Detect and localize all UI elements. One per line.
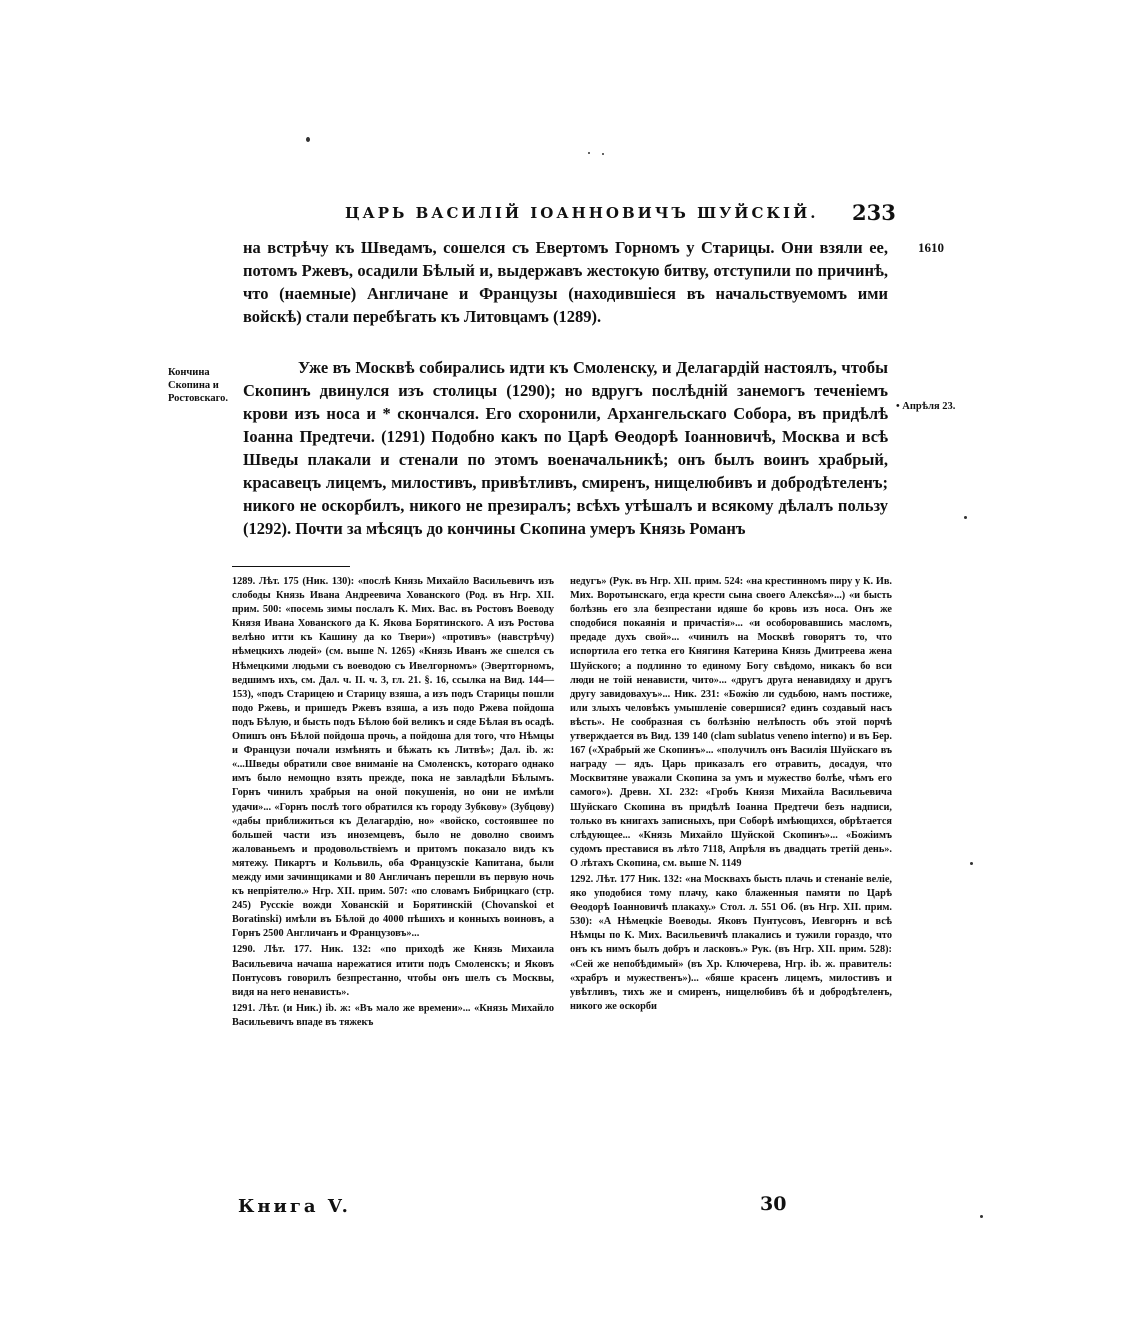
- footnote: [232, 575, 554, 941]
- footnote: [232, 1002, 554, 1030]
- page-number: 233: [852, 200, 896, 225]
- footnote-text: Лѣт. 175 (Ник. 130): «послѣ Князь Михайло Васильевичъ изъ слободы Князь Ивана Андреевича Хованского (Род. въ Нгр. XII. прим. 500: «посемь зимы послалъ К. Мих. Вас. въ Ростовъ Воеводу Князя Ивана Хованского да К. Якова Борятинского. А изъ Ростова велѣно итти къ Кашину да ко Твери») «противъ» (навстрѣчу) нѣмецкихъ людей» (см. выше N. 1265) «Князь Иванъ же сшелся съ Нѣмецкими людьми съ воеводою съ Ивелгорномъ» (Эвертгорномъ, ведшимъ ихъ, см. Дал. ч. II. ч. 3, гл. 21. §. 16, ссылка на Вид. 144—153), «подъ Старицею и Старицу взяша, а изъ подъ Старицы пошли подо Ржевь, и пришедъ Ржевъ взяша, а изъ подо Ржева пойдоша подъ Бѣлую, и бысть подъ Бѣлою бой великъ и сядe Бѣлая въ осадѣ. Опишъ онъ Бѣлой пойдоша прочь, а пойдоша для того, что Нѣмцы и Французи почали измѣнять и бѣжать къ Литвѣ»; Дал. ib. ж: «...Шведы обратили свое вниманіе на Смоленскъ, котораго однако имъ было немощно взять прежде, пока не завладѣли Бѣлымъ. Горнъ чинилъ храбрыя на оной покушенія, но они не имѣли удачи»... «Горнъ послѣ того обратился къ городу Зубкову» (Зубцову) «дабы приближиться къ Делагардію, но» «войско, состоявшее по большей части изъ иноземцевъ, было не доволно своимъ жалованьемъ и продовольствіемъ и притомъ показало видъ къ мятежу. Пикартъ и Кольвиль, оба Французскіе Капитана, были между ими зачинщиками и 80 Англичанъ перешли въ первую ночь къ непріятелю.» Нгр. XII. прим. 507: «по словамъ Бибрицкаго (стр. 245) Русскіе вожди Хованскій и Борятинскій (Chovanskoi et Boratinski) имѣли въ Бѣлой до 4000 пѣшихъ и конныхъ воиновъ, а Горнъ 2500 Англичанъ и Французовъ»...: [232, 576, 555, 940]
- margin-note-year: 1610: [918, 240, 944, 255]
- print-speck: [980, 1215, 983, 1218]
- body-paragraph-1: на встрѣчу къ Шведамъ, сошелся съ Евертомъ Горномъ у Старицы. Они взяли ее, потомъ Ржевъ, осадили Бѣлый и, выдержавъ жестокую битву, отступили по причинѣ, что (наемные) Англичане и Французы (находившіеся въ начальствуемомъ ими войскѣ) стали перебѣгать къ Литовцамъ (1289).: [243, 238, 888, 326]
- footnotes-left-column: [232, 575, 554, 1032]
- footnote-text: недугъ» (Рук. въ Нгр. XII. прим. 524: «на крестинномъ пиру у К. Ив. Мих. Воротынскаго, егда крести сына своего Алексѣя»...) «и бысть болѣзнь его зла безпрестани идяше бо кровь изъ носа. Онъ же сподобися покаянія и причастія»... «и особоровавшись масломъ, предаде духъ свой»... «чинилъ на Москвѣ говорятъ то, что испортила его тетка его Княгиня Катерина Князь Дмитреева жена Шуйского; а подлинно то единому Богу свѣдомо, никакъ бо вси люди не тоій ненависти, чито»... «другъ друга ненавидяху и другъ другу завидовахуъ»... Ник. 231: «Божію ли судьбою, намъ постиже, или злыхъ человѣкъ умышленіе совершися? единъ создавый насъ вѣсть». Не сообразная съ болѣзнію нелѣпость объ этой порчѣ утверждается въ Вид. 139 140 (clam sublatus veneno interno) и въ Бер. 167 («Храбрый же Скопинъ»... «получилъ онъ Василія Шуйскаго въ награду — ядъ. Царь приказалъ его отравить, досадуя, что Москвитяне уважали Скопина за умъ и мужество болѣе, чѣмъ его самого»). Древн. XI. 232: «Гробъ Князя Михайла Васильевича Шуйскаго Скопина въ придѣлѣ Іоанна Предтечи безъ надписи, только въ книгахъ записныхъ, при Соборѣ имѣющихся, обрѣтается слѣдующее... «Князь Михайло Шуйской Скопинъ»... «Божіимъ судомъ преставися въ лѣто 7118, Апрѣля въ двадцать третій день». О лѣтахъ Скопина, см. выше N. 1149: [570, 576, 892, 869]
- footnote: [570, 873, 892, 1014]
- footnote-number: 1290.: [232, 944, 256, 956]
- footnotes-right-column: [570, 575, 892, 1016]
- footnote-number: 1291.: [232, 1002, 256, 1014]
- footer-signature: 30: [760, 1193, 787, 1215]
- body-paragraph-2: Уже въ Москвѣ собирались идти къ Смоленску, и Делагардій настоялъ, чтобы Скопинъ двинулся изъ столицы (1290); но вдругъ послѣдній занемогъ теченіемъ крови изъ носа и * скончался. Его схоронили, Архангельскаго Собора, въ придѣлѣ Іоанна Предтечи. (1291) Подобно какъ по Царѣ Ѳеодорѣ Іоанновичѣ, Москва и всѣ Шведы плакали и стенали по этомъ военачальникѣ; онъ былъ воинъ храбрый, красавецъ лицемъ, милостивъ, привѣтливъ, смиренъ, нищелюбивъ и добродѣтеленъ; никого не оскорбилъ, никого не презиралъ; всѣхъ утѣшалъ и всякому дѣлалъ пользу (1292). Почти за мѣсяцъ до кончины Скопина умеръ Князь Романъ: [243, 358, 888, 538]
- print-speck: [602, 153, 604, 155]
- footnote-text: Лѣт. (и Ник.) ib. ж: «Въ мало же времени»... «Князь Михайло Васильевичъ впаде въ тяжекъ: [232, 1002, 555, 1028]
- margin-note-april: • Апрѣля 23.: [896, 401, 956, 412]
- footnote: [232, 943, 554, 999]
- footnote-number: 1289.: [232, 576, 256, 587]
- footer-book-label: Книга V.: [238, 1196, 351, 1217]
- running-title: ЦАРЬ ВАСИЛІЙ ІОАННОВИЧЪ ШУЙСКІЙ.: [345, 204, 819, 222]
- print-speck: [306, 137, 310, 142]
- margin-note-death: Кончина Скопина и Ростовскаго.: [168, 367, 229, 404]
- print-speck: [970, 862, 973, 865]
- footnote: [570, 575, 892, 871]
- footnote-rule: [232, 566, 350, 567]
- footnote-text: Лѣт. 177. Ник. 132: «по приходѣ же Князь Михаила Васильевича начаша нарежатися итити подъ Смоленскъ; и Яковъ Понтусовъ говорилъ безпрестанно, чтобы онъ шелъ съ Москвы, видя на него ненависть».: [232, 944, 554, 998]
- print-speck: [964, 516, 967, 519]
- print-speck: [588, 152, 590, 154]
- footnote-number: 1292.: [570, 873, 594, 885]
- footnote-text: Лѣт. 177 Ник. 132: «на Москвахъ бысть плачь и стенаніе веліе, яко уподобися тому плачу, како блаженныя памяти по Царѣ Ѳеодорѣ Іоанновичѣ плакаху.» Стол. л. 551 Об. (въ Нгр. XII. прим. 530): «А Нѣмецкіе Воеводы. Яковъ Пунтусовъ, Иевгорнъ и всѣ Нѣмцы по К. Мих. Васильевичѣ плакались и тужили гораздо, что онъ къ нимъ былъ добръ и ласковъ.» Рук. (въ Нгр. XII. прим. 528): «Сей же непобѣдимый» (въ Хр. Ключерева, Нгр. ib. ж. правитель: «храбръ и мужественъ»)... «бяше красенъ лицемъ, милостивъ и увѣтливъ, тихъ же и смиренъ, нищелюбивъ бѣ и добродѣтеленъ, никого же оскорби: [570, 873, 892, 1012]
